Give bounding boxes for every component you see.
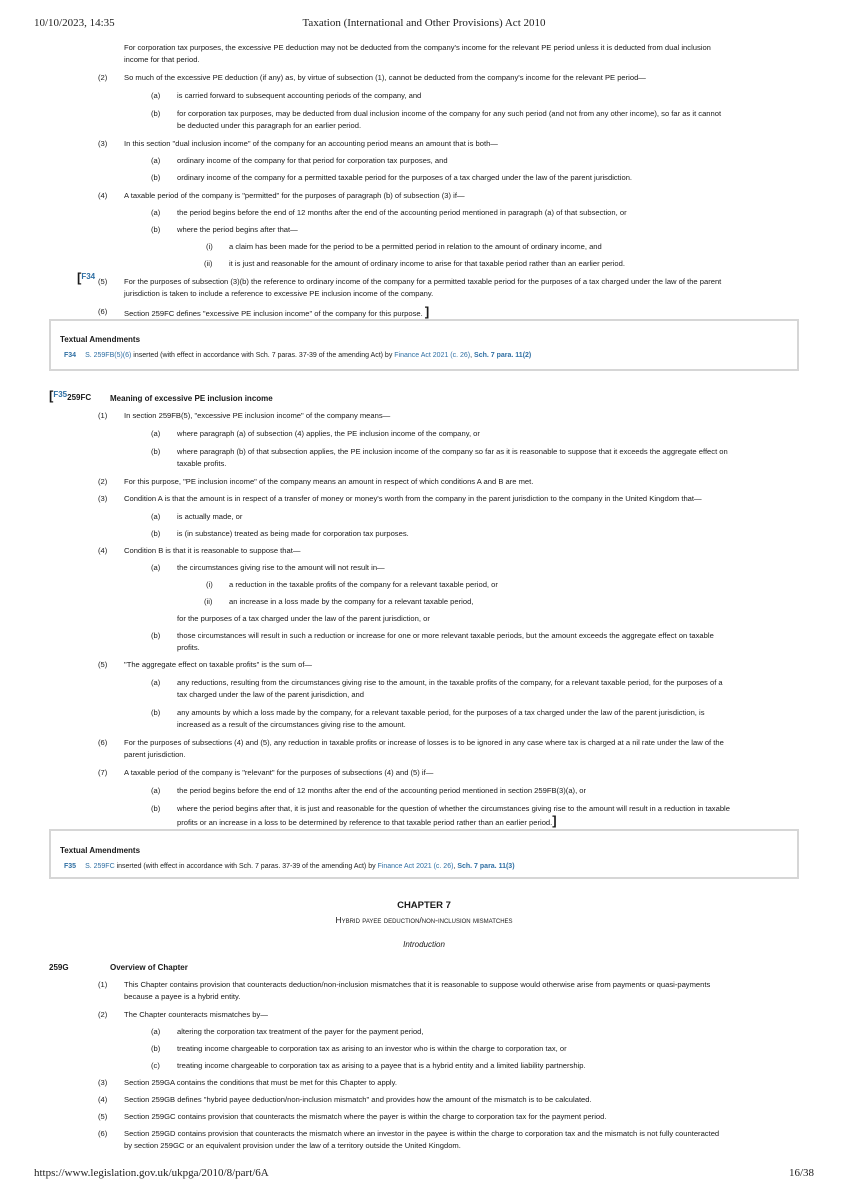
subsection-number: (4) [98,191,108,200]
amendment-code-link[interactable]: F34 [81,272,96,281]
schedule-link[interactable]: Sch. 7 para. 11(2) [474,352,532,359]
textual-amendments-box [49,319,799,371]
paragraph-text: be deducted under this paragraph for an earlier period. [177,121,362,130]
amendments-title: Textual Amendments [60,846,141,855]
subsection-text: For this purpose, "PE inclusion income" of the company means an amount in respect of which conditions A and B are met. [124,477,534,486]
subsection-number: (2) [98,73,108,82]
section-number: 259FC [67,393,92,402]
amendment-code[interactable]: F35 [64,863,77,870]
subparagraph-text: it is just and reasonable for the amount of ordinary income to arise for that taxable period rather than an earlier period. [229,259,625,268]
act-link[interactable]: Finance Act 2021 (c. 26) [394,352,471,359]
paragraph-letter: (b) [151,109,161,118]
subsection-number: (4) [98,1095,108,1104]
subsection-number: (5) [98,660,108,669]
paragraph-text: where the period begins after that, it is just and reasonable for the question of whether the circumstances giving rise to the amount will result in a reduction in taxable [177,804,730,813]
act-link[interactable]: Finance Act 2021 (c. 26) [377,863,454,870]
paragraph-letter: (c) [151,1061,160,1070]
paragraph-text: those circumstances will result in such a reduction or increase for one or more relevant taxable periods, but the amount exceeds the aggregate effect on taxable [177,631,714,640]
paragraph-letter: (a) [151,429,161,438]
paragraph-letter: (b) [151,631,161,640]
paragraph-text: is (in substance) treated as being made for corporation tax purposes. [177,529,409,538]
subsection-text: Condition A is that the amount is in respect of a transfer of money or money's worth from the company in the parent jurisdiction to the company in the United Kingdom that— [124,494,702,503]
amendment-marker [77,271,95,285]
subparagraph-text: an increase in a loss made by the company for a relevant taxable period, [229,597,474,606]
chapter-label: CHAPTER 7 [397,900,451,911]
paragraph-text: any amounts by which a loss made by the company, for a relevant taxable period, for the purposes of a tax charged under the law of the parent jurisdiction, is [177,708,705,717]
page-url[interactable]: https://www.legislation.gov.uk/ukpga/2010/8/part/6A [34,1167,269,1179]
paragraph-text: the period begins before the end of 12 months after the end of the accounting period mentioned in paragraph (a) of that subsection, or [177,208,627,217]
subsection-text: The Chapter counteracts mismatches by— [124,1010,268,1019]
subsection-number: (2) [98,477,108,486]
paragraph-text: taxable profits. [177,459,227,468]
subsection-number: (7) [98,768,108,777]
paragraph-letter: (b) [151,225,161,234]
paragraph-letter: (a) [151,563,161,572]
paragraph-letter: (b) [151,804,161,813]
paragraph-text: increased as a result of the circumstances giving rise to the amount. [177,720,406,729]
section-link[interactable]: S. 259FC [85,863,115,870]
subsection-text: For the purposes of subsections (4) and (5), any reduction in taxable profits or increase of losses is to be ignored in any case where tax is charged at a nil rate under the law of the [124,738,724,747]
subsection-text: Section 259GC contains provision that counteracts the mismatch where the payer is within the charge to corporation tax for the payment period. [124,1112,607,1121]
subsection-text: Section 259GD contains provision that counteracts the mismatch where an investor in the payee is within the charge to corporation tax and the mismatch is not fully counteracted [124,1129,720,1138]
paragraph-text: where paragraph (a) of subsection (4) applies, the PE inclusion income of the company, or [177,429,480,438]
subsection-number: (5) [98,277,108,286]
paragraph-text: profits. [177,643,200,652]
amendment-entry: F34 S. 259FB(5)(6) inserted (with effect in accordance with Sch. 7 paras. 37-39 of the amending Act) by Finance Act 2021 (c. 26), Sch. 7 para. 11(2) [64,352,532,359]
subsection-text: In this section "dual inclusion income" of the company for an accounting period means an amount that is both— [124,139,498,148]
subsection-number: (3) [98,494,108,503]
subsection-text: A taxable period of the company is "relevant" for the purposes of subsections (4) and (5) if— [124,768,434,777]
paragraph-letter: (a) [151,156,161,165]
open-bracket: [ [49,388,54,403]
paragraph-text: for corporation tax purposes, may be deducted from dual inclusion income of the company for any such period (and not from any other income), so far as it cannot [177,109,722,118]
close-bracket: ] [424,304,430,319]
group-heading: Introduction [403,940,445,949]
paragraph-letter: (a) [151,1027,161,1036]
close-bracket: ] [552,813,557,828]
section-heading-marker [49,389,91,403]
paragraph-text: tax charged under the law of the parent jurisdiction, and [177,690,365,699]
amendment-code[interactable]: F34 [64,352,77,359]
subparagraph-numeral: (ii) [204,259,213,268]
amendment-code-link[interactable]: F35 [53,390,68,399]
amendments-title: Textual Amendments [60,335,141,344]
paragraph-text: is actually made, or [177,512,243,521]
paragraph-text: is carried forward to subsequent accounting periods of the company, and [177,91,422,100]
subsection-text: by section 259GC or an equivalent provision under the law of a territory outside the United Kingdom. [124,1141,461,1150]
paragraph-letter: (b) [151,1044,161,1053]
paragraph-letter: (a) [151,678,161,687]
subsection-text: Section 259GB defines "hybrid payee deduction/non-inclusion mismatch" and provides how the amount of the mismatch is to be calculated. [124,1095,592,1104]
chapter-title: Hybrid payee deduction/non-inclusion mismatches [335,915,513,925]
subsection-number: (1) [98,411,108,420]
subsection-number: (6) [98,307,108,316]
subparagraph-numeral: (ii) [204,597,213,606]
section-heading: Overview of Chapter [110,963,188,972]
section-link[interactable]: S. 259FB(5)(6) [85,352,132,359]
paragraph-text: the circumstances giving rise to the amount will not result in— [177,563,385,572]
subsection-number: (6) [98,738,108,747]
subsection-number: (3) [98,1078,108,1087]
subsection-text: This Chapter contains provision that counteracts deduction/non-inclusion mismatches that it is reasonable to suppose would otherwise arise from payments or quasi-payments [124,980,711,989]
section-number: 259G [49,963,69,972]
subsection-text: parent jurisdiction. [124,750,186,759]
subsection-number: (4) [98,546,108,555]
subsection-number: (1) [98,980,108,989]
paragraph-letter: (b) [151,447,161,456]
paragraph-letter: (a) [151,512,161,521]
subsection-text: because a payee is a hybrid entity. [124,992,241,1001]
paragraph-letter: (a) [151,786,161,795]
subsection-text: So much of the excessive PE deduction (if any) as, by virtue of subsection (1), cannot be deducted from the company's income for the relevant PE period— [124,73,646,82]
print-header [34,18,814,32]
subparagraph-numeral: (i) [206,242,213,251]
subsection-text: Condition B is that it is reasonable to suppose that— [124,546,301,555]
subsection-number: (5) [98,1112,108,1121]
paragraph-text: profits or an increase in a loss to be determined by reference to that taxable period rather than an earlier period.] [177,813,557,828]
subsection-number: (3) [98,139,108,148]
subsection-number: (6) [98,1129,108,1138]
open-bracket: [ [77,270,82,285]
schedule-link[interactable]: Sch. 7 para. 11(3) [457,863,515,870]
print-footer [34,1168,814,1182]
paragraph-text: treating income chargeable to corporation tax as arising to an investor who is within the charge to corporation tax, or [177,1044,567,1053]
paragraph-text: the period begins before the end of 12 months after the end of the accounting period mentioned in section 259FB(3)(a), or [177,786,587,795]
paragraph-text: treating income chargeable to corporation tax as arising to a payee that is a hybrid entity and a limited liability partnership. [177,1061,586,1070]
subsection-text: For the purposes of subsection (3)(b) the reference to ordinary income of the company for a permitted taxable period for the purposes of a tax charged under the law of the parent [124,277,722,286]
paragraph-text: ordinary income of the company for a permitted taxable period for the purposes of a tax charged under the law of the parent jurisdiction. [177,173,633,182]
subparagraph-numeral: (i) [206,580,213,589]
paragraph-letter: (a) [151,208,161,217]
paragraph-text: altering the corporation tax treatment of the payer for the payment period, [177,1027,424,1036]
subparagraph-text: a claim has been made for the period to be a permitted period in relation to the amount of ordinary income, and [229,242,602,251]
paragraph-text: For corporation tax purposes, the excessive PE deduction may not be deducted from the company's income for the relevant PE period unless it is deducted from dual inclusion [124,43,711,52]
paragraph-text: where paragraph (b) of that subsection applies, the PE inclusion income of the company so far as it is reasonable to suppose that it exceeds the aggregate effect on [177,447,728,456]
subsection-text: Section 259FC defines "excessive PE inclusion income" of the company for this purpose. ] [124,304,430,319]
print-timestamp: 10/10/2023, 14:35 [34,17,115,29]
section-heading: Meaning of excessive PE inclusion income [110,394,273,403]
paragraph-letter: (b) [151,529,161,538]
subsection-text: A taxable period of the company is "permitted" for the purposes of paragraph (b) of subsection (3) if— [124,191,465,200]
page-number: 16/38 [788,1167,814,1179]
paragraph-letter: (a) [151,91,161,100]
paragraph-text: where the period begins after that— [177,225,298,234]
paragraph-letter: (b) [151,708,161,717]
paragraph-text: for the purposes of a tax charged under the law of the parent jurisdiction, or [177,614,430,623]
paragraph-text: income for that period. [124,55,200,64]
paragraph-text: any reductions, resulting from the circumstances giving rise to the amount, in the taxable profits of the company, for a relevant taxable period, for the purposes of a [177,678,723,687]
paragraph-text: ordinary income of the company for that period for corporation tax purposes, and [177,156,448,165]
subsection-text: In section 259FB(5), "excessive PE inclusion income" of the company means— [124,411,391,420]
subparagraph-text: a reduction in the taxable profits of the company for a relevant taxable period, or [229,580,498,589]
document-title: Taxation (International and Other Provisions) Act 2010 [302,17,546,29]
amendment-entry: F35 S. 259FC inserted (with effect in accordance with Sch. 7 paras. 37-39 of the amending Act) by Finance Act 2021 (c. 26), Sch. 7 para. 11(3) [64,863,515,870]
textual-amendments-box [49,829,799,879]
subsection-number: (2) [98,1010,108,1019]
subsection-text: "The aggregate effect on taxable profits" is the sum of— [124,660,313,669]
subsection-text: Section 259GA contains the conditions that must be met for this Chapter to apply. [124,1078,397,1087]
subsection-text: jurisdiction is taken to include a reference to excessive PE inclusion income of the company. [124,289,434,298]
paragraph-letter: (b) [151,173,161,182]
